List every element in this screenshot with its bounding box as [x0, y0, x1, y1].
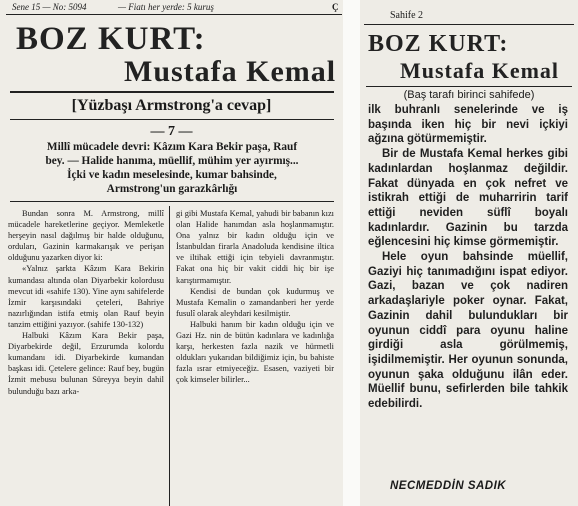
headline-line2: Mustafa Kemal: [124, 55, 337, 88]
paragraph: ilk buhranlı senelerinde ve iş başında iken hiç bir nevi içkiyi ağzına götürmemiştir.: [368, 104, 568, 146]
author-signature: NECMEDDİN SADIK: [390, 480, 507, 492]
page-top-rule: [364, 24, 574, 25]
subtitle-rule: [10, 119, 334, 120]
column-divider: [169, 206, 170, 506]
headline-rule: [10, 91, 334, 93]
right-page: [360, 0, 578, 506]
article-body: [368, 103, 568, 412]
article-column-2: [176, 208, 334, 506]
continued-note: (Baş tarafı birinci sahifede): [403, 89, 535, 101]
headline-rule: [366, 86, 572, 87]
paragraph: Kendisi de bundan çok kudurmuş ve Mustafa Kemalin o zamandanberi her yerde fusulî olarak aleyhdari kesilmiştir.: [176, 286, 334, 318]
price-info: — Fiatı her yerde: 5 kuruş: [118, 2, 214, 12]
headline-line2: Mustafa Kemal: [400, 58, 560, 83]
summary-rule: [10, 201, 334, 202]
headline-line1: BOZ KURT:: [16, 21, 206, 57]
summary-line: Millî mücadele devri: Kâzım Kara Bekir paşa, Rauf: [46, 141, 298, 153]
paragraph: «Yalnız şarkta Kâzım Kara Bekirin kumandası altında olan Diyarbekir kolordusu mevcut idi «sahife 130). Yine aynı sahifelerde İzmir karşısındaki çeteleri, Bahriye nazırlığından istifa etmiş olan Rauf beyin tanzim ettiğini yazıyor. (sahife 130-132): [8, 264, 164, 329]
paragraph: Bundan sonra M. Armstrong, millî mücadele hareketlerine geçiyor. Memleketle herşeyin nasıl dağılmış bir halde olduğunu, orduları, Gazinin karmakarışık ve perişan olduğunu yazarken diyor ki:: [8, 209, 164, 263]
paragraph: Bir de Mustafa Kemal herkes gibi kadınlardan hoşlanmaz değildir. Fakat dünyada en çok nefret ve istikrah ettiği de muharririn tarif ettiği neviden süflî boyalı kadınlardır. Gazinin bu tarzda eğlencesini hiç kimse görmemiştir.: [368, 148, 568, 249]
headline-line1: BOZ KURT:: [368, 31, 509, 57]
issue-info: Sene 15 — No: 5094: [12, 2, 87, 12]
summary-line: bey. — Halide hanıma, müellif, mühim yer ayırmış...: [45, 155, 299, 167]
masthead-corner-letter: Ç: [332, 2, 339, 12]
paragraph: gi gibi Mustafa Kemal, yahudi bir babanın kızı olan Halide hanımdan asla hoşlanmamıştır. Ona yalnız bir kadın olduğu için ve İstanbuldan firarla Anadoluda kendisine iltica ve iltihak ettiği için tebyieli davranmıştır. Fakat ona hiç bir vakit ciddi hiç bir işe karıştırmamıştır.: [176, 209, 334, 285]
summary-block: [4, 140, 340, 196]
paragraph: Hele oyun bahsinde müellif, Gaziyi hiç tanımadığını ispat ediyor. Gazi, bazan ve çok nadiren arkadaşlariyle poker oynar. Fakat, Gazinin dahil bulundukları bir oyunun ciddî para oyunu haline girdiği asla görülmemiş, işidilmemiştir. Her oyunun sonunda, oyunun şaka olduğunu ilân eder. Müellif bunu, sefirlerden bile tahkik edebilirdi.: [368, 251, 568, 411]
subtitle: [Yüzbaşı Armstrong'a cevap]: [71, 97, 272, 114]
page-label: Sahife 2: [390, 10, 424, 21]
masthead-rule: [6, 14, 342, 15]
paragraph: Halbuki hanım bir kadın olduğu için ve Gazi Hz. nin de bütün kadınlara ve kadınlığa karşı, herkesten fazla nazik ve hürmetli oldukları yukarıdan bildiğimiz için, bu bahiste fazla ısrar etmiyeceğiz. Esasen, vaziyeti bir çok kimseler bilirler...: [176, 319, 334, 385]
summary-line: İçki ve kadın meselesinde, kumar bahsinde,: [67, 169, 277, 181]
paragraph: Halbuki Kâzım Kara Bekir paşa, Diyarbekirde değil, Erzurumda kolordu kumandanı idi. Diyarbekirde kumandan başkası idi. Çetelere gelince: Rauf bey, bugün İzmit mebusu bulunan Süreyya beyin dahil bulunduğu bazı arka-: [8, 331, 164, 396]
part-number: — 7 —: [150, 124, 193, 139]
article-column-1: [8, 208, 164, 506]
page-gutter: [343, 0, 360, 506]
summary-line: Armstrong'un garazkârlığı: [106, 183, 238, 195]
